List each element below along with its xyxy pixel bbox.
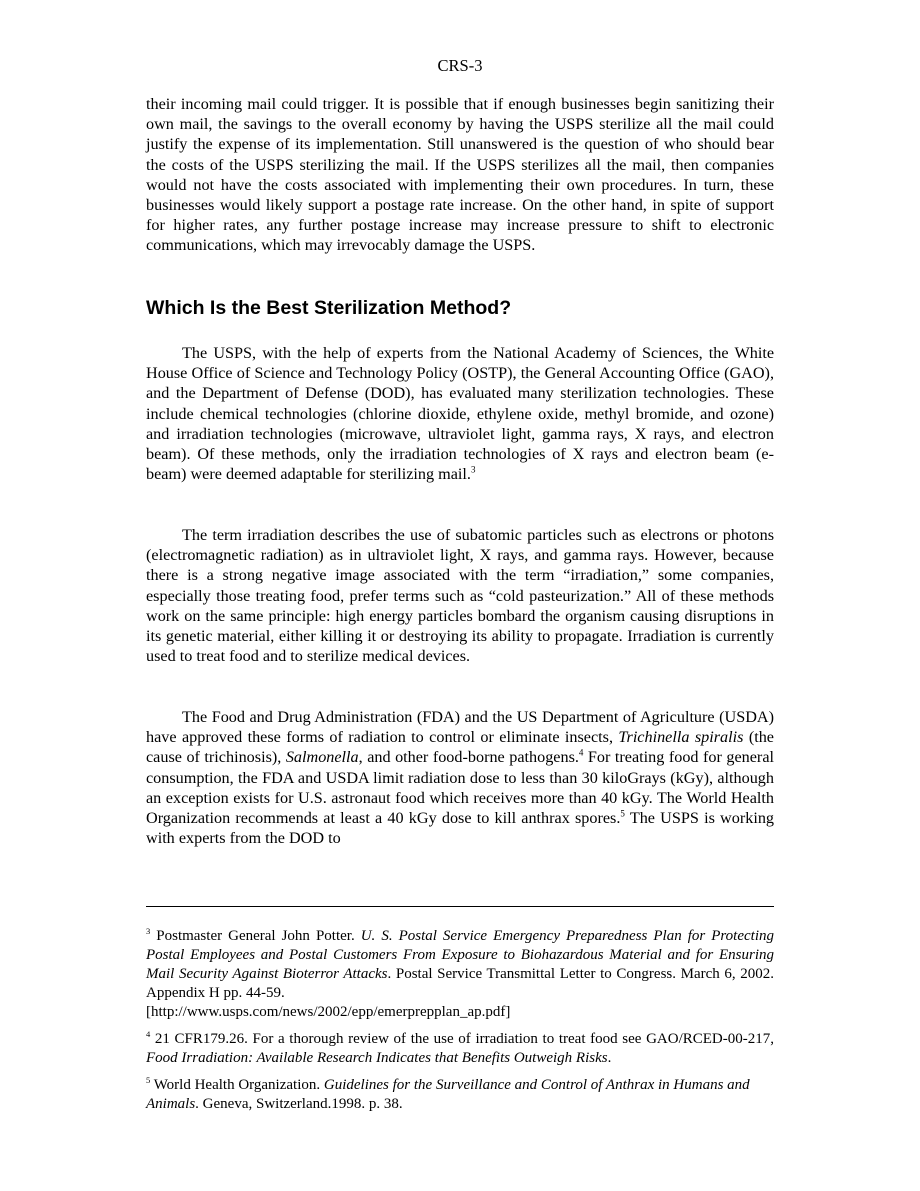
footnote-ref-4[interactable]: 4 — [578, 748, 584, 759]
paragraph-continuation: their incoming mail could trigger. It is possible that if enough businesses begin sanitizing their own mail, the savings to the overall economy by having the USPS sterilize all the mail could justify the expense of its implementation. Still unanswered is the question of who should bear the costs of the USPS sterilizing the mail. If the USPS sterilizes all the mail, then companies would not have the costs associated with implementing their own procedures. In turn, these businesses would likely support a postage rate increase. On the other hand, in spite of support for higher rates, any further postage increase may increase pressure to shift to electronic communications, which may irrevocably damage the USPS. — [146, 95, 774, 255]
footnote-divider — [146, 906, 774, 907]
paragraph-text: For treating food for general consumption, the FDA and USDA limit radiation dose to less than 30 kiloGrays (kGy), although an exception exists for U.S. astronaut food which receives more than 40 kGy. The World Health Organization recommends at least a 40 kGy dose to kill anthrax spores. — [146, 748, 774, 828]
species-name: Salmonella — [285, 748, 359, 767]
footnote-4 — [146, 1030, 774, 1068]
paragraph-text: The Food and Drug Administration (FDA) and the US Department of Agriculture (USDA) have approved these forms of radiation to control or eliminate insects, — [146, 708, 774, 747]
footnote-3 — [146, 927, 774, 1022]
footnote-text: . — [607, 1050, 612, 1066]
paragraph-fda-usda — [146, 707, 774, 848]
footnote-number: 4 — [146, 1029, 151, 1040]
footnote-ref-5[interactable]: 5 — [620, 808, 625, 819]
page-number-header: CRS-3 — [437, 56, 483, 75]
footnote-title: U. S. Postal Service Emergency Preparedness Plan for Protecting Postal Employees and Postal Customers From Exposure to Biohazardous Material and for Ensuring Mail Security Against Bioterror Attacks — [146, 928, 775, 982]
paragraph-sterilization-evaluation — [146, 343, 774, 484]
footnote-ref-3[interactable]: 3 — [470, 464, 476, 475]
footnote-5 — [146, 1076, 774, 1114]
footnote-title: Guidelines for the Surveillance and Control of Anthrax in Humans and Animals — [146, 1077, 750, 1112]
paragraph-text: (the cause of trichinosis), — [146, 728, 774, 767]
footnote-number: 5 — [146, 1075, 151, 1086]
footnote-number: 3 — [146, 926, 151, 937]
paragraph-text: The USPS, with the help of experts from the National Academy of Sciences, the White House Office of Science and Technology Policy (OSTP), the General Accounting Office (GAO), and the Department of Defense (DOD), has evaluated many sterilization technologies. These include chemical technologies (chlorine dioxide, ethylene oxide, methyl bromide, and ozone) and irradiation technologies (microwave, ultraviolet light, gamma rays, X rays, and electron beam). Of these methods, only the irradiation technologies of X rays and electron beam (e-beam) were deemed adaptable for sterilizing mail. — [146, 344, 774, 484]
footnote-text: . Postal Service Transmittal Letter to Congress. March 6, 2002. Appendix H pp. 44-59. — [146, 966, 774, 1001]
paragraph-text: The USPS is working with experts from the DOD to — [146, 809, 775, 848]
species-name: Trichinella spiralis — [618, 728, 744, 747]
footnote-title: Food Irradiation: Available Research Indicates that Benefits Outweigh Risks — [146, 1050, 608, 1066]
paragraph-irradiation-definition: The term irradiation describes the use of subatomic particles such as electrons or photons (electromagnetic radiation) as in ultraviolet light, X rays, and gamma rays. However, because there is a strong negative image associated with the term “irradiation,” some companies, especially those treating food, prefer terms such as “cold pasteurization.” All of these methods work on the same principle: high energy particles bombard the organism causing disruptions in its genetic material, either killing it or destroying its ability to propagate. Irradiation is currently used to treat food and to sterilize medical devices. — [146, 526, 774, 666]
footnote-text: Postmaster General John Potter. — [150, 928, 361, 944]
footnote-text: World Health Organization. — [150, 1077, 324, 1093]
section-heading: Which Is the Best Sterilization Method? — [146, 297, 512, 319]
footnote-url-link[interactable]: [http://www.usps.com/news/2002/epp/emerprepplan_ap.pdf] — [146, 1004, 511, 1020]
paragraph-text: , and other food-borne pathogens. — [358, 748, 579, 767]
footnote-text: . Geneva, Switzerland.1998. p. 38. — [195, 1096, 403, 1112]
footnote-text: 21 CFR179.26. For a thorough review of the use of irradiation to treat food see GAO/RCED-00-217, — [150, 1031, 774, 1047]
